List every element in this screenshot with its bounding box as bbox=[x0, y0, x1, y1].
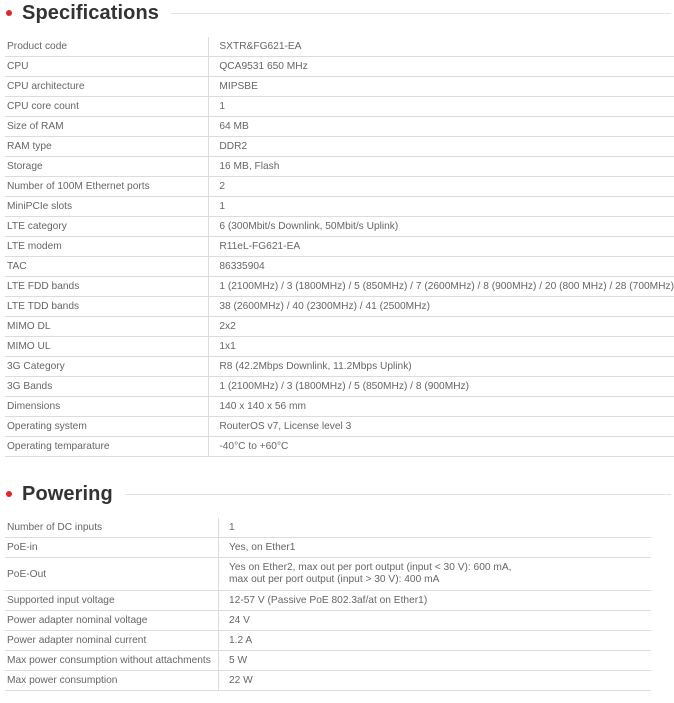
row-value: Yes, on Ether1 bbox=[219, 538, 652, 558]
row-value: 5 W bbox=[219, 651, 652, 671]
row-value: QCA9531 650 MHz bbox=[209, 57, 674, 77]
row-label: LTE FDD bands bbox=[5, 277, 209, 297]
table-row bbox=[5, 671, 651, 691]
table-row bbox=[5, 257, 674, 277]
table-row bbox=[5, 631, 651, 651]
row-label: Storage bbox=[5, 157, 209, 177]
row-value: 22 W bbox=[219, 671, 652, 691]
row-value: 2 bbox=[209, 177, 674, 197]
row-value: R8 (42.2Mbps Downlink, 11.2Mbps Uplink) bbox=[209, 357, 674, 377]
row-value: -40°C to +60°C bbox=[209, 437, 674, 457]
table-row bbox=[5, 57, 674, 77]
row-label: LTE TDD bands bbox=[5, 297, 209, 317]
row-value: 1x1 bbox=[209, 337, 674, 357]
row-value: SXTR&FG621-EA bbox=[209, 37, 674, 57]
powering-header bbox=[6, 481, 671, 507]
row-label: 3G Category bbox=[5, 357, 209, 377]
table-row bbox=[5, 518, 651, 538]
row-value: 2x2 bbox=[209, 317, 674, 337]
row-value: 1 bbox=[209, 197, 674, 217]
row-value-line: Yes on Ether2, max out per port output (input < 30 V): 600 mA, bbox=[229, 562, 512, 573]
table-row bbox=[5, 591, 651, 611]
table-row bbox=[5, 437, 674, 457]
row-label: Power adapter nominal current bbox=[5, 631, 219, 651]
specifications-header bbox=[6, 0, 671, 26]
row-label: Dimensions bbox=[5, 397, 209, 417]
row-value: 16 MB, Flash bbox=[209, 157, 674, 177]
row-label: CPU core count bbox=[5, 97, 209, 117]
specifications-table bbox=[5, 37, 674, 457]
table-row bbox=[5, 157, 674, 177]
row-label: Operating temparature bbox=[5, 437, 209, 457]
row-value: 6 (300Mbit/s Downlink, 50Mbit/s Uplink) bbox=[209, 217, 674, 237]
row-label: CPU architecture bbox=[5, 77, 209, 97]
row-label: Power adapter nominal voltage bbox=[5, 611, 219, 631]
row-value: DDR2 bbox=[209, 137, 674, 157]
table-row bbox=[5, 77, 674, 97]
table-row bbox=[5, 357, 674, 377]
table-row bbox=[5, 277, 674, 297]
row-label: LTE modem bbox=[5, 237, 209, 257]
bullet-icon bbox=[6, 491, 12, 497]
row-label: Product code bbox=[5, 37, 209, 57]
table-row bbox=[5, 97, 674, 117]
row-value: 1.2 A bbox=[219, 631, 652, 651]
row-value: 1 bbox=[209, 97, 674, 117]
row-label: MiniPCIe slots bbox=[5, 197, 209, 217]
row-value: 1 (2100MHz) / 3 (1800MHz) / 5 (850MHz) / 8 (900MHz) bbox=[209, 377, 674, 397]
row-label: Max power consumption without attachments bbox=[5, 651, 219, 671]
table-row bbox=[5, 177, 674, 197]
row-label: CPU bbox=[5, 57, 209, 77]
row-label: PoE-in bbox=[5, 538, 219, 558]
row-label: 3G Bands bbox=[5, 377, 209, 397]
row-value: 24 V bbox=[219, 611, 652, 631]
table-row bbox=[5, 538, 651, 558]
row-label: LTE category bbox=[5, 217, 209, 237]
section-title: Powering bbox=[22, 482, 113, 505]
table-row bbox=[5, 558, 651, 591]
table-row bbox=[5, 37, 674, 57]
row-value: 64 MB bbox=[209, 117, 674, 137]
row-value: 1 (2100MHz) / 3 (1800MHz) / 5 (850MHz) / 7 (2600MHz) / 8 (900MHz) / 20 (800 MHz) / 28 (700MHz) bbox=[209, 277, 674, 297]
divider bbox=[171, 13, 671, 14]
row-label: Size of RAM bbox=[5, 117, 209, 137]
row-label: Number of DC inputs bbox=[5, 518, 219, 538]
row-label: Operating system bbox=[5, 417, 209, 437]
table-row bbox=[5, 237, 674, 257]
table-row bbox=[5, 651, 651, 671]
table-row bbox=[5, 377, 674, 397]
table-row bbox=[5, 317, 674, 337]
row-label: TAC bbox=[5, 257, 209, 277]
table-row bbox=[5, 417, 674, 437]
table-row bbox=[5, 137, 674, 157]
row-value-line: max out per port output (input > 30 V): 400 mA bbox=[229, 574, 440, 585]
row-label: PoE-Out bbox=[5, 558, 219, 591]
row-value: 12-57 V (Passive PoE 802.3af/at on Ether1) bbox=[219, 591, 652, 611]
row-value bbox=[219, 558, 652, 591]
table-row bbox=[5, 397, 674, 417]
row-label: Max power consumption bbox=[5, 671, 219, 691]
row-value: 38 (2600MHz) / 40 (2300MHz) / 41 (2500MHz) bbox=[209, 297, 674, 317]
row-label: MIMO UL bbox=[5, 337, 209, 357]
row-value: 1 bbox=[219, 518, 652, 538]
divider bbox=[125, 494, 671, 495]
row-value: 140 x 140 x 56 mm bbox=[209, 397, 674, 417]
row-label: RAM type bbox=[5, 137, 209, 157]
table-row bbox=[5, 197, 674, 217]
powering-table bbox=[5, 518, 651, 691]
row-label: Number of 100M Ethernet ports bbox=[5, 177, 209, 197]
table-row bbox=[5, 217, 674, 237]
row-value: MIPSBE bbox=[209, 77, 674, 97]
row-value: 86335904 bbox=[209, 257, 674, 277]
row-label: Supported input voltage bbox=[5, 591, 219, 611]
table-row bbox=[5, 337, 674, 357]
table-row bbox=[5, 297, 674, 317]
row-value: RouterOS v7, License level 3 bbox=[209, 417, 674, 437]
row-label: MIMO DL bbox=[5, 317, 209, 337]
section-title: Specifications bbox=[22, 1, 159, 24]
table-row bbox=[5, 117, 674, 137]
row-value: R11eL-FG621-EA bbox=[209, 237, 674, 257]
bullet-icon bbox=[6, 10, 12, 16]
table-row bbox=[5, 611, 651, 631]
